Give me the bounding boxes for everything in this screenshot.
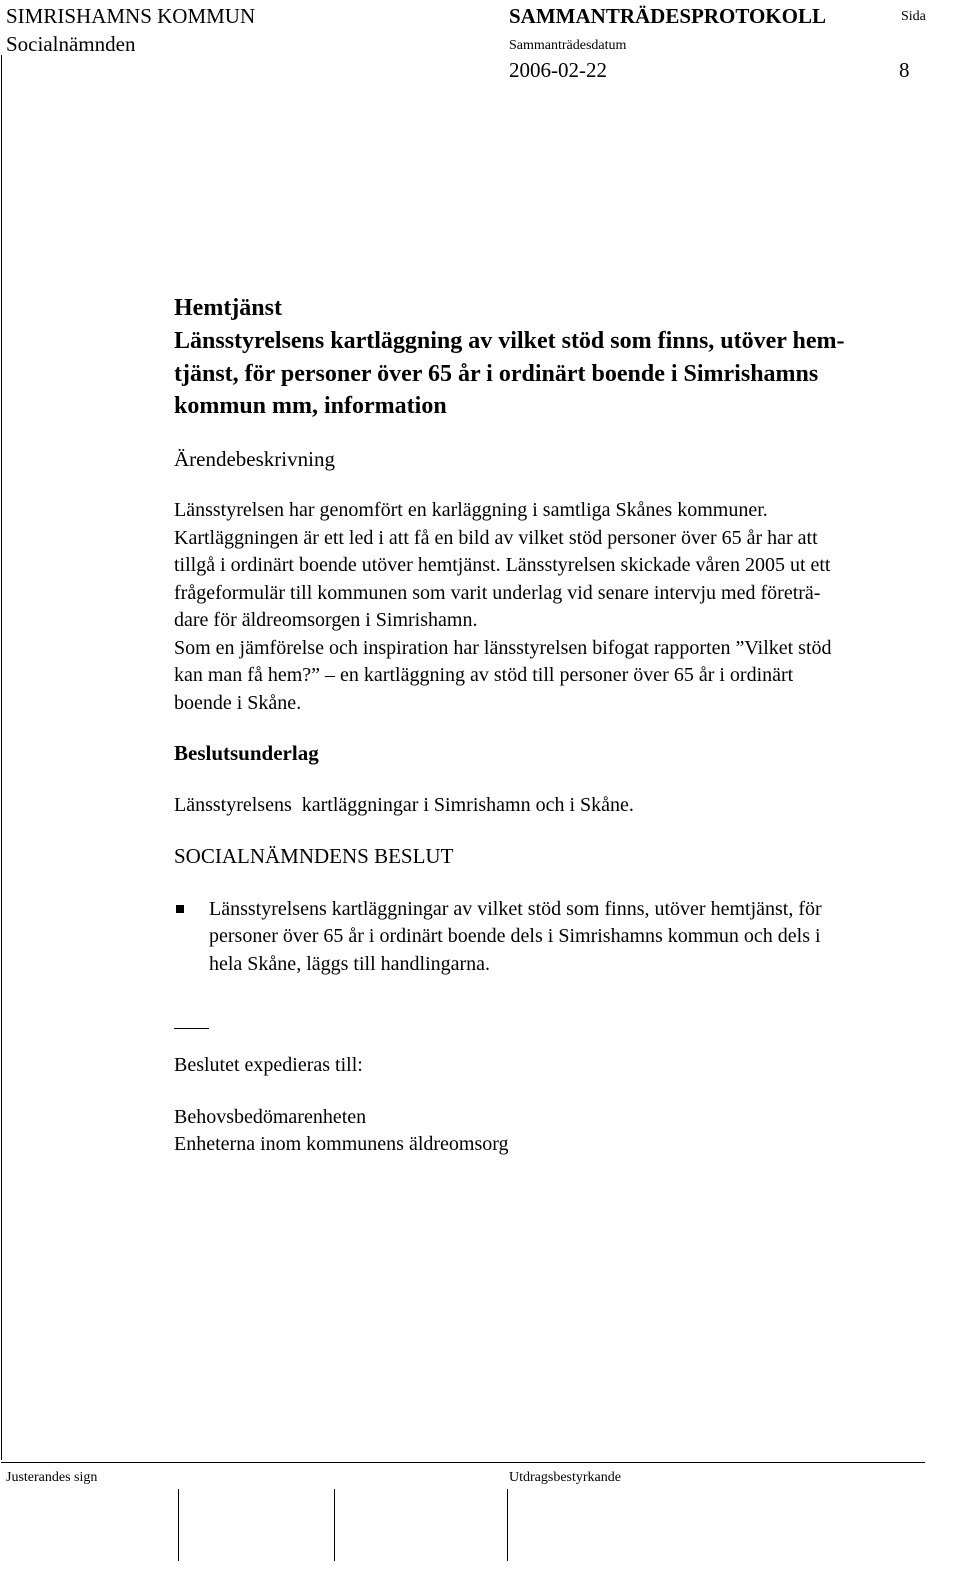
meeting-date: 2006-02-22 [509, 58, 607, 82]
arende-heading: Ärendebeskrivning [174, 447, 335, 471]
title-line-3: tjänst, för personer över 65 år i ordinärt boende i Simrishamns [174, 361, 819, 387]
date-label: Sammanträdesdatum [509, 38, 627, 53]
title-line-1: Hemtjänst [174, 295, 282, 321]
signature-box-divider [178, 1489, 179, 1561]
utdragsbestyrkande-label: Utdragsbestyrkande [509, 1470, 621, 1485]
title-line-2: Länsstyrelsens kartläggning av vilket stöd som finns, utöver hem- [174, 328, 845, 354]
arende-line: kan man få hem?” – en kartläggning av stöd till personer över 65 år i ordinärt [174, 664, 794, 686]
short-separator [174, 1028, 209, 1029]
arende-line: dare för äldreomsorgen i Simrishamn. [174, 609, 478, 631]
arende-line: frågeformulär till kommunen som varit underlag vid senare intervju med företrä- [174, 582, 821, 604]
committee-name: Socialnämnden [6, 32, 136, 56]
page-number: 8 [899, 58, 910, 82]
org-name: SIMRISHAMNS KOMMUN [6, 4, 256, 28]
signature-box-divider [507, 1489, 508, 1561]
footer-rule [1, 1462, 925, 1463]
page-label: Sida [901, 9, 926, 24]
doc-type: SAMMANTRÄDESPROTOKOLL [509, 4, 826, 28]
beslut-line: Länsstyrelsens kartläggningar av vilket stöd som finns, utöver hemtjänst, för [209, 898, 822, 920]
beslutsunderlag-heading: Beslutsunderlag [174, 741, 319, 765]
arende-line: boende i Skåne. [174, 692, 302, 714]
arende-line: Som en jämförelse och inspiration har länsstyrelsen bifogat rapporten ”Vilket stöd [174, 637, 832, 659]
recipient: Enheterna inom kommunens äldreomsorg [174, 1133, 509, 1155]
beslut-line: hela Skåne, läggs till handlingarna. [209, 953, 491, 975]
bullet-square-icon [176, 905, 184, 913]
beslut-line: personer över 65 år i ordinärt boende dels i Simrishamns kommun och dels i [209, 925, 821, 947]
recipient: Behovsbedömarenheten [174, 1106, 367, 1128]
arende-line: Kartläggningen är ett led i att få en bild av vilket stöd personer över 65 år har att [174, 527, 818, 549]
justerandes-sign-label: Justerandes sign [6, 1470, 98, 1485]
signature-box-divider [334, 1489, 335, 1561]
beslutsunderlag-text: Länsstyrelsens kartläggningar i Simrishamn och i Skåne. [174, 794, 634, 816]
title-line-4: kommun mm, information [174, 393, 447, 419]
arende-line: tillgå i ordinärt boende utöver hemtjänst. Länsstyrelsen skickade våren 2005 ut ett [174, 554, 831, 576]
expedieras-label: Beslutet expedieras till: [174, 1054, 363, 1076]
arende-line: Länsstyrelsen har genomfört en karläggning i samtliga Skånes kommuner. [174, 499, 768, 521]
left-margin-rule [1, 55, 2, 1460]
beslut-heading: SOCIALNÄMNDENS BESLUT [174, 844, 454, 868]
